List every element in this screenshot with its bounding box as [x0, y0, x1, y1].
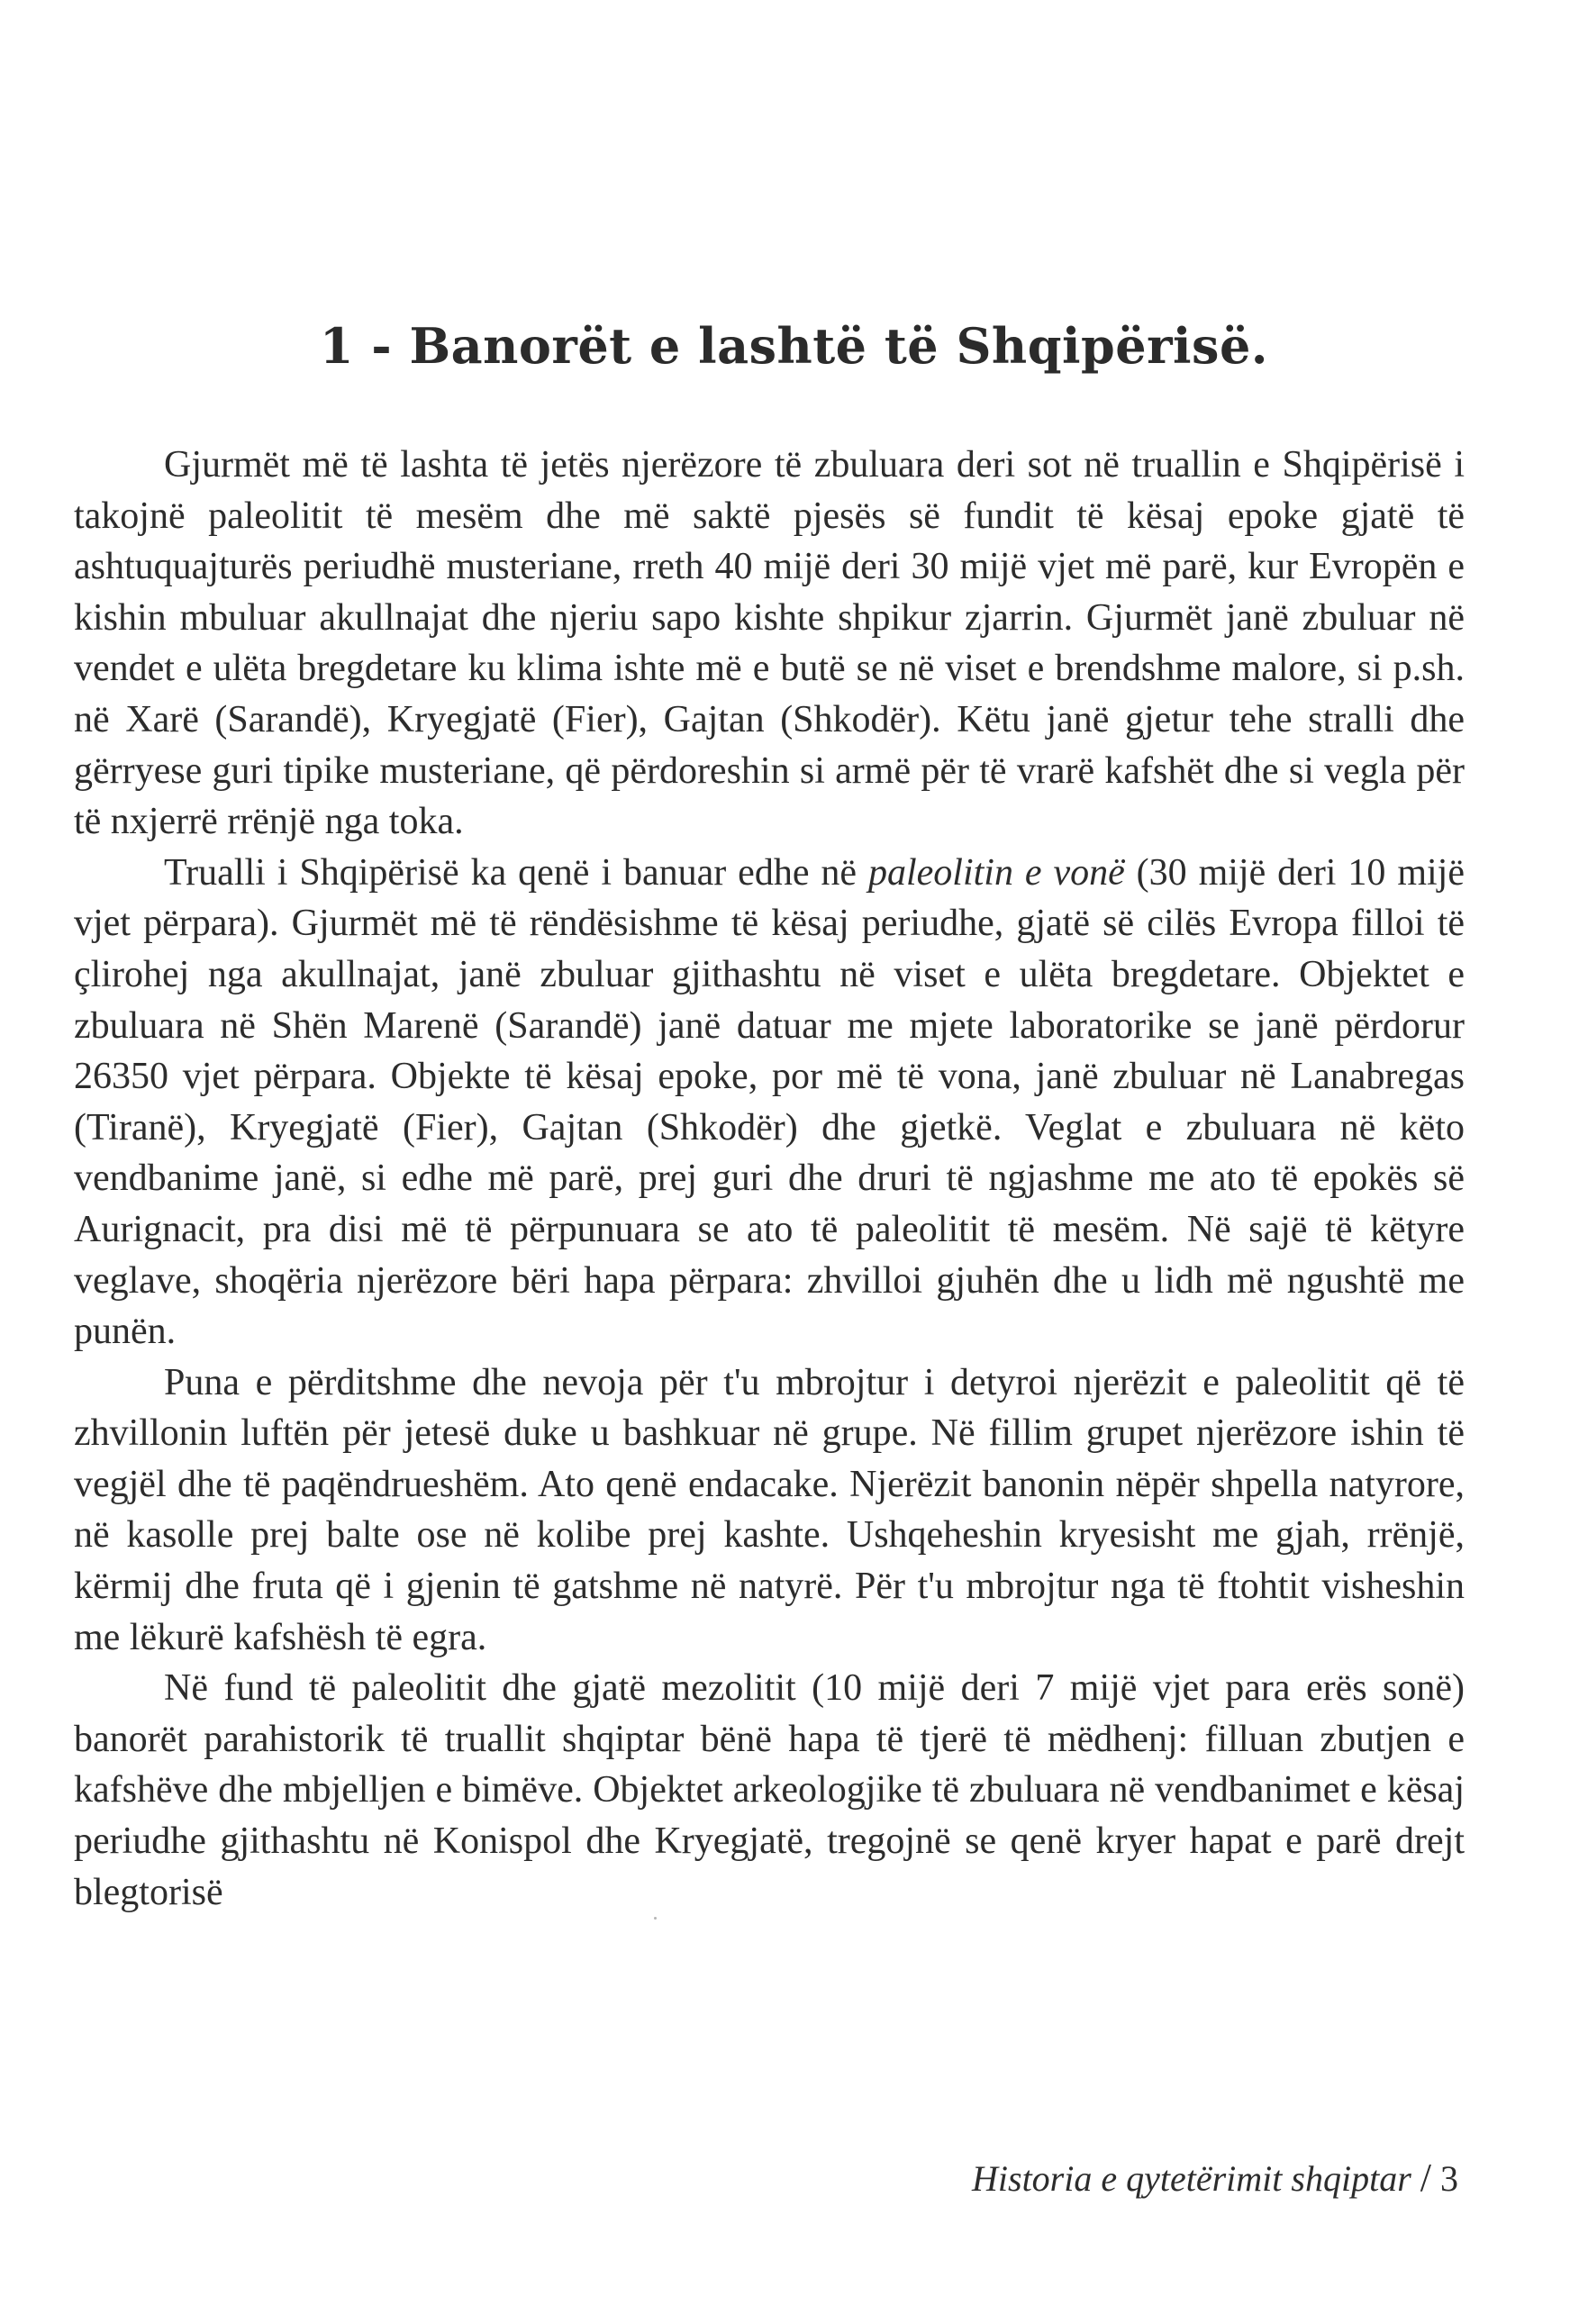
- paragraph-3-text: Puna e përditshme dhe nevoja për t'u mbrojtur i detyroi njerëzit e paleolitit që të zhvillonin luftën për jetesë duke u bashkuar në grupe. Në fillim grupet njerëzore ishin të vegjël dhe të paqëndrueshëm. Ato qenë endacake. Njerëzit banonin nëpër shpella natyrore, në kasolle prej balte ose në kolibe prej kashte. Ushqeheshin kryesisht me gjah, rrënjë, kërmij dhe fruta që i gjenin të gatshme në natyrë. Për t'u mbrojtur nga të ftohtit visheshin me lëkurë kafshësh të egra.: [74, 1361, 1465, 1658]
- paragraph-3: [74, 1357, 1465, 1664]
- paragraph-2-text-start: Trualli i Shqipërisë ka qenë i banuar edhe në: [164, 851, 868, 894]
- paragraph-4-text: Në fund të paleolitit dhe gjatë mezolitit (10 mijë deri 7 mijë vjet para erës sonë) banorët parahistorik të truallit shqiptar bënë hapa të tjerë të mëdhenj: filluan zbutjen e kafshëve dhe mbjelljen e bimëve. Objektet arkeologjike të zbuluara në vendbanimet e kësaj periudhe gjithashtu në Konispol dhe Kryegjatë, tregojnë se qenë kryer hapat e parë drejt blegtorisë: [74, 1667, 1465, 1913]
- page-footer: [972, 2155, 1458, 2201]
- body-text: [74, 440, 1465, 1918]
- scan-speck: [654, 1917, 657, 1920]
- paragraph-4: [74, 1663, 1465, 1918]
- page-number: 3: [1440, 2158, 1458, 2199]
- footer-separator: /: [1420, 2156, 1431, 2200]
- paragraph-2-text-end: (30 mijë deri 10 mijë vjet përpara). Gjurmët më të rëndësishme të kësaj periudhe, gjatë së cilës Evropa filloi të çlirohej nga akullnajat, janë zbuluar gjithashtu në viset e ulëta bregdetare. Objektet e zbuluara në Shën Marenë (Sarandë) janë datuar me mjete laboratorike se janë përdorur 26350 vjet përpara. Objekte të kësaj epoke, por më të vona, janë zbuluar në Lanabregas (Tiranë), Kryegjatë (Fier), Gajtan (Shkodër) dhe gjetkë. Veglat e zbuluara në këto vendbanime janë, si edhe më parë, prej guri dhe druri të ngjashme me ato të epokës së Aurignacit, pra disi më të përpunuara se ato të paleolitit të mesëm. Në sajë të këtyre veglave, shoqëria njerëzore bëri hapa përpara: zhvilloi gjuhën dhe u lidh më ngushtë me punën.: [74, 851, 1465, 1353]
- chapter-title: 1 - Banorët e lashtë të Shqipërisë.: [319, 317, 1269, 375]
- footer-book-title: Historia e qytetërimit shqiptar: [972, 2158, 1411, 2199]
- paragraph-1: [74, 440, 1465, 848]
- paragraph-2-emphasis: paleolitin e vonë: [867, 851, 1125, 894]
- paragraph-1-text: Gjurmët më të lashta të jetës njerëzore të zbuluara deri sot në truallin e Shqipërisë i takojnë paleolitit të mesëm dhe më saktë pjesës së fundit të kësaj epoke gjatë të ashtuquajturës periudhë musteriane, rreth 40 mijë deri 30 mijë vjet më parë, kur Evropën e kishin mbuluar akullnajat dhe njeriu sapo kishte shpikur zjarrin. Gjurmët janë zbuluar në vendet e ulëta bregdetare ku klima ishte më e butë se në viset e brendshme malore, si p.sh. në Xarë (Sarandë), Kryegjatë (Fier), Gajtan (Shkodër). Këtu janë gjetur tehe stralli dhe gërryese guri tipike musteriane, që përdoreshin si armë për të vrarë kafshët dhe si vegla për të nxjerrë rrënjë nga toka.: [74, 444, 1465, 843]
- paragraph-2: [74, 848, 1465, 1357]
